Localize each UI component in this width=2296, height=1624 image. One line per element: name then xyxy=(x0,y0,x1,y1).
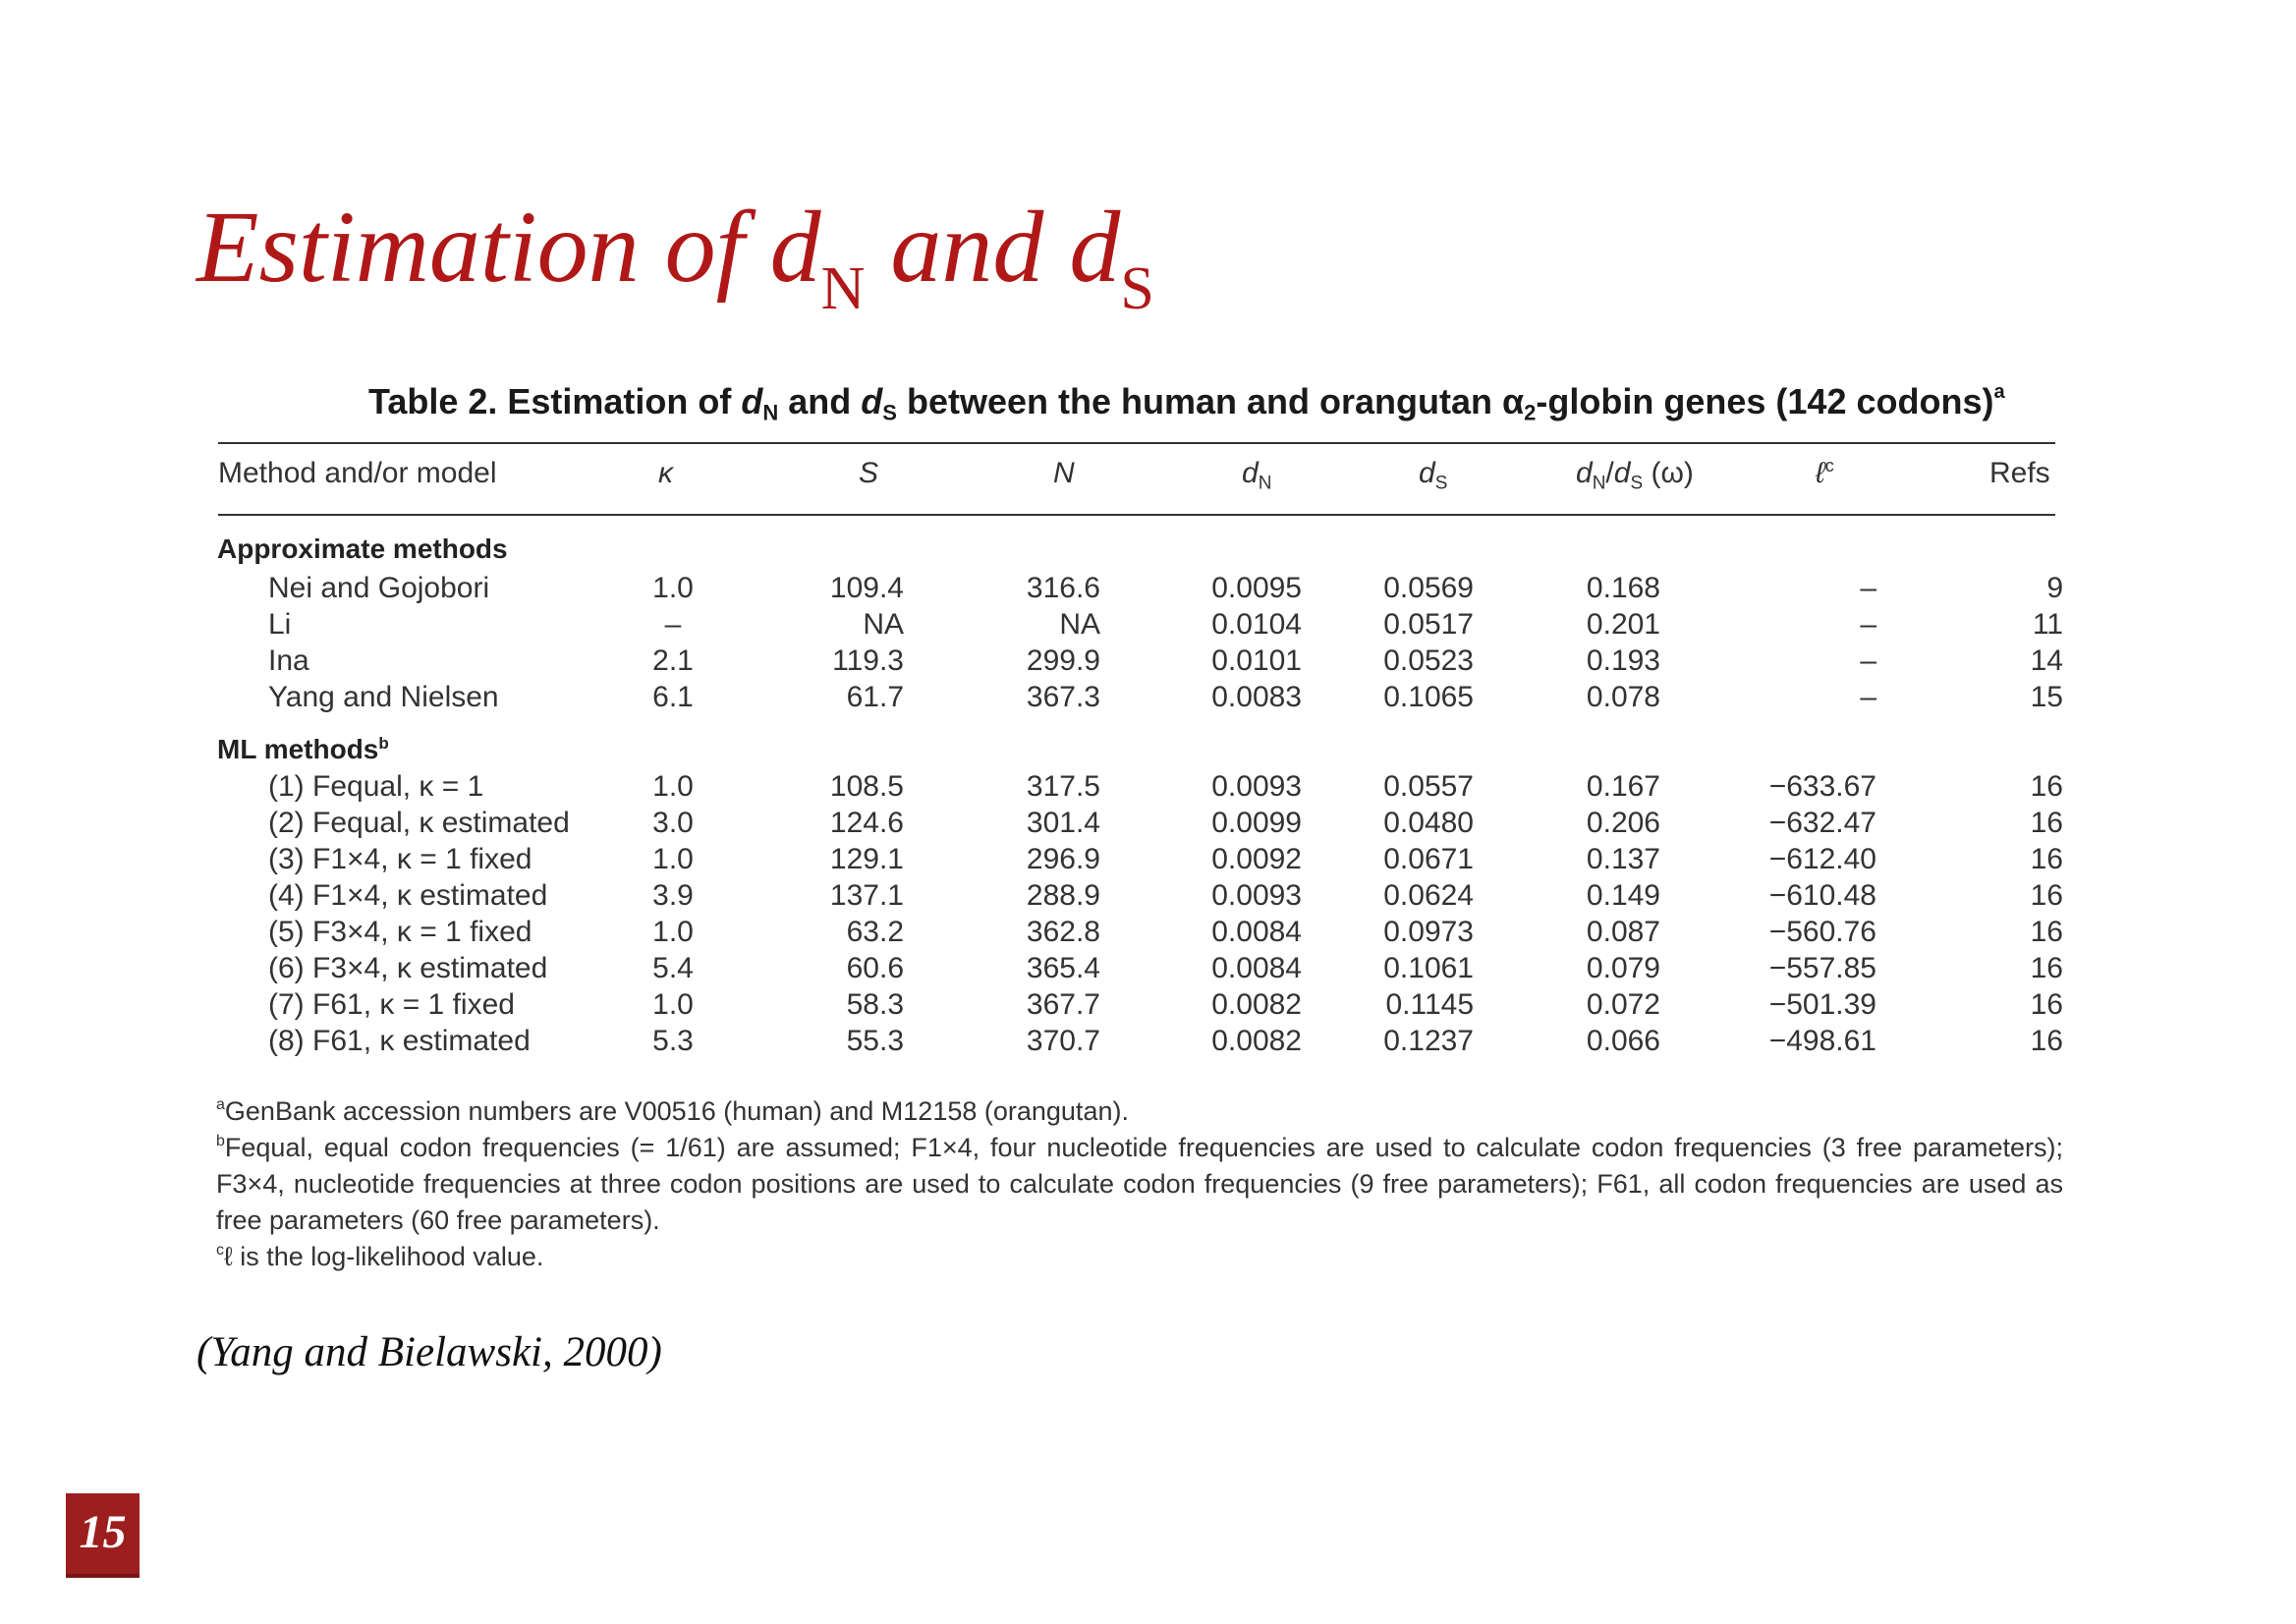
title-main: Estimation of d xyxy=(196,191,821,304)
cell-kappa: 6.1 xyxy=(652,681,694,713)
cell-n: 301.4 xyxy=(1026,807,1100,839)
footnote-text: ℓ is the log-likelihood value. xyxy=(224,1242,544,1271)
caption-text: between the human and orangutan α xyxy=(896,381,1525,421)
cell-method: (2) Fequal, κ estimated xyxy=(268,807,570,839)
cell-dn: 0.0104 xyxy=(1211,608,1302,641)
cell-omega: 0.193 xyxy=(1586,644,1660,677)
table-row xyxy=(0,986,2296,1023)
cell-omega: 0.206 xyxy=(1586,807,1660,839)
cell-loglik: – xyxy=(1860,681,1876,713)
footnote-mark: a xyxy=(216,1095,225,1113)
cell-dn: 0.0082 xyxy=(1211,1025,1302,1057)
cell-refs: 15 xyxy=(2030,681,2063,713)
header-ratio-slash: / xyxy=(1605,457,1614,489)
cell-ds: 0.0523 xyxy=(1383,644,1474,677)
cell-dn: 0.0095 xyxy=(1211,572,1302,604)
cell-loglik: – xyxy=(1860,608,1876,641)
cell-method: Li xyxy=(268,608,292,641)
cell-dn: 0.0084 xyxy=(1211,952,1302,984)
cell-dn: 0.0101 xyxy=(1211,644,1302,677)
group-label-note: b xyxy=(378,733,389,753)
cell-method: (1) Fequal, κ = 1 xyxy=(268,770,484,803)
caption-d2: d xyxy=(861,381,883,421)
cell-s: 124.6 xyxy=(829,807,904,839)
footnote-text: GenBank accession numbers are V00516 (human) and M12158 (orangutan). xyxy=(224,1096,1129,1126)
cell-refs: 16 xyxy=(2030,807,2063,839)
cell-loglik: −501.39 xyxy=(1768,988,1876,1021)
caption-d1: d xyxy=(741,381,763,421)
cell-kappa: 2.1 xyxy=(652,644,694,677)
group-label-text: Approximate methods xyxy=(217,533,508,564)
cell-refs: 16 xyxy=(2030,770,2063,803)
cell-kappa: 1.0 xyxy=(652,572,694,604)
header-ratio-sub2: S xyxy=(1630,473,1644,494)
cell-ds: 0.1145 xyxy=(1385,988,1474,1021)
cell-method: (7) F61, κ = 1 fixed xyxy=(268,988,515,1021)
header-ds-sub: S xyxy=(1434,473,1448,494)
table-header-rule xyxy=(218,514,2055,516)
header-loglik xyxy=(1816,457,1834,490)
table-row xyxy=(0,570,2296,606)
cell-s: 108.5 xyxy=(829,770,904,803)
cell-refs: 16 xyxy=(2030,843,2063,875)
cell-dn: 0.0092 xyxy=(1211,843,1302,875)
cell-loglik: −612.40 xyxy=(1768,843,1876,875)
cell-refs: 14 xyxy=(2030,644,2063,677)
caption-sub1: N xyxy=(762,400,779,425)
group-label-ml xyxy=(217,734,389,765)
cell-loglik: – xyxy=(1860,644,1876,677)
header-ds xyxy=(1419,457,1448,494)
cell-n: 365.4 xyxy=(1026,952,1100,984)
title-and: and d xyxy=(865,191,1121,304)
cell-s: 63.2 xyxy=(846,916,904,948)
header-loglik-note: c xyxy=(1824,456,1834,476)
table-row xyxy=(0,805,2296,841)
footnote-mark: b xyxy=(216,1132,225,1149)
cell-ds: 0.0624 xyxy=(1383,879,1474,912)
cell-n: 288.9 xyxy=(1026,879,1100,912)
header-refs: Refs xyxy=(1989,457,2050,489)
cell-refs: 16 xyxy=(2030,1025,2063,1057)
cell-s: 129.1 xyxy=(829,843,904,875)
cell-dn: 0.0082 xyxy=(1211,988,1302,1021)
cell-method: (4) F1×4, κ estimated xyxy=(268,879,548,912)
cell-method: Yang and Nielsen xyxy=(268,681,499,713)
group-label-approximate xyxy=(217,533,508,565)
cell-dn: 0.0083 xyxy=(1211,681,1302,713)
table-row xyxy=(0,643,2296,679)
cell-loglik: −498.61 xyxy=(1768,1025,1876,1057)
cell-kappa: 1.0 xyxy=(652,988,694,1021)
header-ds-d: d xyxy=(1419,457,1435,489)
table-row xyxy=(0,679,2296,715)
caption-rest: -globin genes (142 codons) xyxy=(1536,381,1994,421)
table-row xyxy=(0,606,2296,643)
header-loglik-symbol: ℓ xyxy=(1816,457,1825,489)
cell-ds: 0.0671 xyxy=(1383,843,1474,875)
cell-method: (3) F1×4, κ = 1 fixed xyxy=(268,843,532,875)
header-dn xyxy=(1242,457,1272,494)
cell-ds: 0.0569 xyxy=(1383,572,1474,604)
group-label-text: ML methods xyxy=(217,734,379,764)
cell-kappa: – xyxy=(664,608,682,641)
caption-prefix: Table 2. Estimation of xyxy=(368,381,742,421)
cell-omega: 0.078 xyxy=(1586,681,1660,713)
cell-kappa: 5.4 xyxy=(652,952,694,984)
page-number-badge: 15 xyxy=(66,1493,140,1578)
cell-omega: 0.079 xyxy=(1586,952,1660,984)
header-ratio-omega: (ω) xyxy=(1643,457,1694,489)
header-method: Method and/or model xyxy=(218,457,497,489)
cell-n: 299.9 xyxy=(1026,644,1100,677)
cell-s: NA xyxy=(863,608,904,641)
cell-ds: 0.0557 xyxy=(1383,770,1474,803)
cell-s: 119.3 xyxy=(832,644,904,677)
cell-method: (8) F61, κ estimated xyxy=(268,1025,531,1057)
cell-ds: 0.0517 xyxy=(1383,608,1474,641)
cell-omega: 0.167 xyxy=(1586,770,1660,803)
cell-s: 137.1 xyxy=(829,879,904,912)
footnote-a xyxy=(216,1093,2063,1130)
cell-loglik: – xyxy=(1860,572,1876,604)
cell-dn: 0.0093 xyxy=(1211,770,1302,803)
cell-n: 367.7 xyxy=(1026,988,1100,1021)
cell-refs: 11 xyxy=(2032,608,2063,641)
caption-mid: and xyxy=(778,381,862,421)
cell-refs: 16 xyxy=(2030,988,2063,1021)
cell-loglik: −632.47 xyxy=(1768,807,1876,839)
cell-refs: 16 xyxy=(2030,952,2063,984)
cell-omega: 0.066 xyxy=(1586,1025,1660,1057)
cell-n: 296.9 xyxy=(1026,843,1100,875)
cell-omega: 0.137 xyxy=(1586,843,1660,875)
header-dn-sub: N xyxy=(1258,473,1272,494)
footnote-c xyxy=(216,1239,2063,1275)
cell-loglik: −560.76 xyxy=(1768,916,1876,948)
cell-ds: 0.1237 xyxy=(1383,1025,1474,1057)
cell-ds: 0.1061 xyxy=(1383,952,1474,984)
header-dn-d: d xyxy=(1242,457,1259,489)
header-n: N xyxy=(1053,457,1075,489)
footnote-b xyxy=(216,1130,2063,1239)
cell-loglik: −610.48 xyxy=(1768,879,1876,912)
citation: (Yang and Bielawski, 2000) xyxy=(196,1329,662,1375)
header-omega xyxy=(1576,457,1694,494)
header-ratio-d1: d xyxy=(1576,457,1593,489)
cell-kappa: 5.3 xyxy=(652,1025,694,1057)
footnote-mark: c xyxy=(216,1241,224,1259)
cell-dn: 0.0099 xyxy=(1211,807,1302,839)
cell-dn: 0.0093 xyxy=(1211,879,1302,912)
cell-n: 317.5 xyxy=(1026,770,1100,803)
cell-omega: 0.168 xyxy=(1586,572,1660,604)
cell-refs: 9 xyxy=(2046,572,2063,604)
cell-kappa: 1.0 xyxy=(652,843,694,875)
cell-kappa: 1.0 xyxy=(652,770,694,803)
cell-omega: 0.072 xyxy=(1586,988,1660,1021)
header-ratio-d2: d xyxy=(1613,457,1631,489)
table-top-rule xyxy=(218,442,2055,444)
title-subscript-n: N xyxy=(820,254,866,322)
cell-n: 362.8 xyxy=(1026,916,1100,948)
cell-kappa: 1.0 xyxy=(652,916,694,948)
caption-alpha-sub: 2 xyxy=(1524,400,1537,425)
cell-n: 316.6 xyxy=(1026,572,1100,604)
table-row xyxy=(0,950,2296,986)
table-caption xyxy=(368,381,2005,425)
cell-loglik: −633.67 xyxy=(1768,770,1876,803)
cell-kappa: 3.9 xyxy=(652,879,694,912)
cell-s: 109.4 xyxy=(829,572,904,604)
cell-omega: 0.087 xyxy=(1586,916,1660,948)
table-row xyxy=(0,768,2296,805)
cell-refs: 16 xyxy=(2030,879,2063,912)
cell-method: (5) F3×4, κ = 1 fixed xyxy=(268,916,532,948)
cell-dn: 0.0084 xyxy=(1211,916,1302,948)
cell-ds: 0.0973 xyxy=(1383,916,1474,948)
table-row xyxy=(0,877,2296,914)
cell-method: (6) F3×4, κ estimated xyxy=(268,952,548,984)
slide-title xyxy=(196,187,1154,322)
caption-sub2: S xyxy=(882,400,897,425)
cell-kappa: 3.0 xyxy=(652,807,694,839)
cell-ds: 0.0480 xyxy=(1383,807,1474,839)
table-footnotes xyxy=(216,1093,2063,1275)
cell-n: 370.7 xyxy=(1026,1025,1100,1057)
cell-s: 58.3 xyxy=(846,988,904,1021)
cell-s: 55.3 xyxy=(846,1025,904,1057)
header-kappa: κ xyxy=(658,457,673,489)
cell-s: 60.6 xyxy=(846,952,904,984)
cell-n: 367.3 xyxy=(1026,681,1100,713)
title-subscript-s: S xyxy=(1120,254,1154,322)
cell-ds: 0.1065 xyxy=(1383,681,1474,713)
caption-footnote-mark: a xyxy=(1993,381,2005,403)
cell-n: NA xyxy=(1059,608,1100,641)
cell-method: Ina xyxy=(268,644,309,677)
table-row xyxy=(0,914,2296,950)
cell-method: Nei and Gojobori xyxy=(268,572,490,604)
cell-omega: 0.201 xyxy=(1586,608,1660,641)
footnote-text: Fequal, equal codon frequencies (= 1/61) are assumed; F1×4, four nucleotide frequencies are used to calculate codon frequencies (3 free parameters); F3×4, nucleotide frequencies at three codon positions are used to calculate codon frequencies (9 free parameters); F61, all codon frequencies are used as free parameters (60 free parameters). xyxy=(216,1133,2063,1235)
cell-s: 61.7 xyxy=(846,681,904,713)
header-ratio-sub1: N xyxy=(1592,473,1606,494)
table-row xyxy=(0,1023,2296,1059)
table-row xyxy=(0,841,2296,877)
cell-omega: 0.149 xyxy=(1586,879,1660,912)
cell-refs: 16 xyxy=(2030,916,2063,948)
cell-loglik: −557.85 xyxy=(1768,952,1876,984)
header-s: S xyxy=(859,457,879,489)
